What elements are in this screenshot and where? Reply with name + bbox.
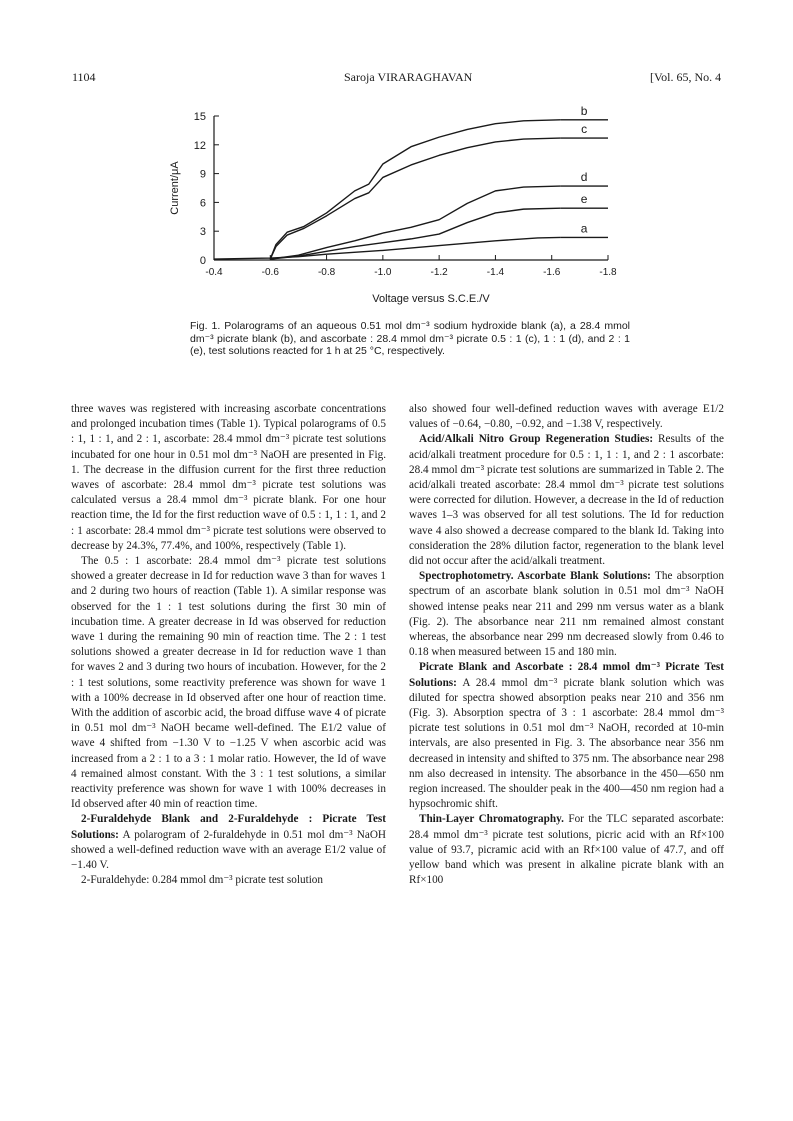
running-head-journal: [Vol. 65, No. 4 bbox=[650, 70, 722, 84]
x-tick-label: -0.8 bbox=[317, 267, 336, 278]
paragraph-text: A polarogram of 2-furaldehyde in 0.51 mol dm⁻³ NaOH showed a well-defined reduction wave with an average E1/2 value of −1.40 V. bbox=[71, 828, 386, 872]
section-heading: Thin-Layer Chromatography. bbox=[419, 813, 564, 826]
series-line-c bbox=[270, 138, 560, 259]
section-paragraph bbox=[409, 812, 724, 888]
x-axis-label: Voltage versus S.C.E./V bbox=[372, 293, 490, 305]
section-heading: Acid/Alkali Nitro Group Regeneration Studies: bbox=[419, 433, 654, 446]
paragraph-text: Results of the acid/alkali treatment procedure for 0.5 : 1, 1 : 1, and 2 : 1 ascorbate: 28.4 mmol dm⁻³ picrate test solutions are summarized in Table 2. The acid/alkali treated ascorbate: 28.4 mmol dm⁻³ picrate test solutions were corrected for dilution. However, a decrease in the Id of reduction waves 1–3 was observed for all test solutions. The Id for reduction wave 4 also showed a decrease compared to the blank Id. Taking into consideration the 28% dilution factor, regeneration to the blank level did not occur after the acid/alkali treatment. bbox=[409, 433, 724, 568]
y-tick-label: 9 bbox=[199, 168, 206, 181]
y-axis-label: Current/μA bbox=[169, 161, 181, 215]
x-tick-label: -1.8 bbox=[599, 267, 617, 278]
y-tick-label: 3 bbox=[199, 226, 206, 239]
section-paragraph bbox=[409, 432, 724, 569]
paragraph-text: For the TLC separated ascorbate: 28.4 mmol dm⁻³ picrate test solutions, picric acid with an Rf×100 value of 93.7, picramic acid with an Rf×100 value of 47.7, and off yellow band which was present in alkaline picrate blank with an Rf×100 bbox=[409, 813, 725, 887]
section-heading: Spectrophotometry. Ascorbate Blank Solutions: bbox=[419, 570, 651, 583]
section-heading: 2-Furaldehyde Blank and 2-Furaldehyde : Picrate Test Solutions: bbox=[71, 813, 386, 841]
section-paragraph bbox=[409, 660, 724, 812]
x-tick-label: -1.2 bbox=[430, 267, 448, 278]
section-paragraph bbox=[71, 812, 386, 873]
paragraph-text: A 28.4 mmol dm⁻³ picrate blank solution which was diluted for spectra showed absorption peaks near 210 and 356 nm (Fig. 3). Absorption spectra of 3 : 1 ascorbate: 28.4 mmol dm⁻³ picrate test solutions in 0.51 mol dm⁻³ NaOH, recorded at 10-min intervals, are also presented in Fig. 3. The absorbance near 356 nm decreased in intensity and shifted to 375 nm. The absorbance near 298 nm also decreased in intensity. The absorbance in the 450—650 nm region increased. The shoulder peak in the 400—450 nm region had a hypsochromic shift. bbox=[409, 676, 724, 811]
figure-caption-text: Fig. 1. Polarograms of an aqueous 0.51 mol dm⁻³ sodium hydroxide blank (a), a 28.4 mmol dm⁻³ picrate blank (b), and ascorbate : 28.4 mmol dm⁻³ picrate 0.5 : 1 (c), 1 : 1 (d), and 2 : 1 (e), test solutions reacted for 1 h at 25 °C, respectively. bbox=[190, 320, 630, 357]
y-tick-label: 12 bbox=[193, 139, 206, 152]
section-heading: Picrate Blank and Ascorbate : 28.4 mmol dm⁻³ Picrate Test Solutions: bbox=[409, 661, 724, 689]
running-head-author: Saroja VIRARAGHAVAN bbox=[344, 70, 473, 84]
y-tick-label: 15 bbox=[193, 111, 206, 123]
series-label-a: a bbox=[580, 221, 588, 236]
series-label-b: b bbox=[580, 104, 588, 118]
paragraph-text: The absorption spectrum of an ascorbate blank solution in 0.51 mol dm⁻³ NaOH showed intense peaks near 211 and 299 nm versus water as a blank (Fig. 2). The absorbance near 211 nm remained almost constant whereas, the absorbance near 299 nm decreased slowly from 0.46 to 0.18 when measured between 15 and 180 min. bbox=[409, 570, 724, 659]
series-line-a bbox=[214, 237, 560, 259]
paragraph: 2-Furaldehyde: 0.284 mmol dm⁻³ picrate test solution bbox=[81, 874, 323, 887]
left-text-column bbox=[71, 402, 386, 889]
paragraph: also showed four well-defined reduction waves with average E1/2 values of −0.64, −0.80, −0.92, and −1.38 V, respectively. bbox=[409, 403, 724, 431]
x-tick-label: -1.6 bbox=[543, 267, 561, 278]
paragraph: three waves was registered with increasing ascorbate concentrations and prolonged incubation times (Table 1). Typical polarograms of 0.5 : 1, 1 : 1, and 2 : 1, ascorbate: 28.4 mmol dm⁻³ picrate test solutions incubated for one hour in 0.51 mol dm⁻³ NaOH are presented in Fig. 1. The decrease in the diffusion current for the first three reduction waves of ascorbate: 28.4 mmol dm⁻³ picrate test solutions was calculated versus a 28.4 mmol dm⁻³ picrate blank. For one hour reaction time, the Id for the first reduction wave of 0.5 : 1, 1 : 1, and 2 : 1 ascorbate: 28.4 mmol dm⁻³ picrate test solutions were observed to decrease by 24.3%, 77.4%, and 100%, respectively (Table 1). bbox=[71, 403, 386, 552]
y-tick-label: 0 bbox=[199, 255, 206, 267]
section-paragraph bbox=[409, 569, 724, 660]
x-tick-label: -0.4 bbox=[205, 267, 223, 278]
figure-caption bbox=[190, 320, 630, 358]
right-text-column bbox=[409, 402, 724, 889]
series-label-d: d bbox=[580, 170, 588, 185]
x-tick-label: -1.0 bbox=[374, 267, 392, 278]
page-number: 1104 bbox=[72, 70, 96, 84]
paragraph: The 0.5 : 1 ascorbate: 28.4 mmol dm⁻³ picrate test solutions showed a greater decrease in Id for reduction wave 3 than for waves 1 and 2 during two hours of reaction (Table 1). A similar response was observed for the 1 : 1 test solutions during the first 30 min of incubation time. A greater decrease in Id was observed for reduction wave 1 during the remaining 90 min of reaction time. The 2 : 1 test solutions showed a greater decrease in Id for reduction wave 1 than for waves 2 and 3 during two hours of incubation. However, for the 2 : 1 test solutions, some reactivity preference was shown for wave 1 with a 100% decrease in Id observed after one hour of reaction time. With the addition of ascorbic acid, the broad diffuse wave 4 of picrate in 0.51 mol dm⁻³ NaOH became well-defined. The E1/2 value of wave 4 shifted from −1.30 V to −1.25 V when ascorbic acid was increased from a 2 : 1 to a 3 : 1 molar ratio. However, the Id of wave 4 remained almost constant. With the 3 : 1 test solutions, a similar reactivity preference was shown for wave 1 with 100% decreases in Id observed after 40 min of reaction time. bbox=[71, 555, 386, 811]
polarogram-chart bbox=[160, 104, 640, 310]
series-label-c: c bbox=[581, 122, 588, 137]
x-tick-label: -1.4 bbox=[486, 267, 505, 278]
series-label-e: e bbox=[580, 192, 588, 207]
x-tick-label: -0.6 bbox=[261, 267, 279, 278]
y-tick-label: 6 bbox=[199, 197, 206, 210]
